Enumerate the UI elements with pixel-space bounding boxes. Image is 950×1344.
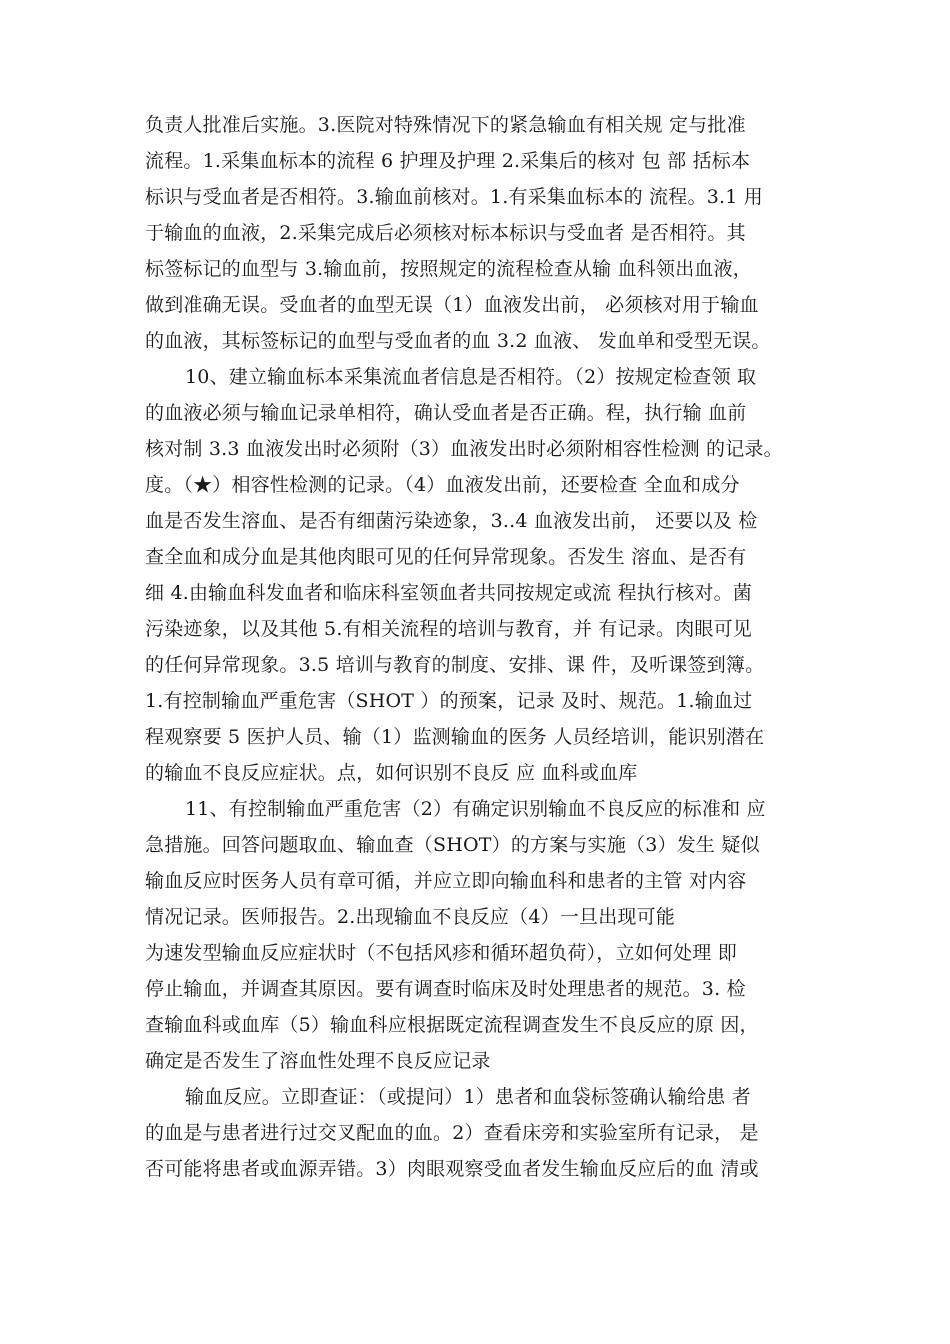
text-line: 否可能将患者或血源弄错。3）肉眼观察受血者发生输血反应后的血 清或 — [145, 1158, 759, 1180]
text-line: 输血反应时医务人员有章可循，并应立即向输血科和患者的主管 对内容 — [145, 870, 747, 892]
paragraph-first-line: 10、建立输血标本采集流血者信息是否相符。（2）按规定检查领 取 — [185, 366, 757, 388]
text-line: 的血是与患者进行过交叉配血的血。2）查看床旁和实验室所有记录， 是 — [145, 1122, 759, 1144]
text-line: 的血液，其标签标记的血型与受血者的血 3.2 血液、 发血单和受型无误。 — [145, 330, 771, 352]
text-line: 核对制 3.3 血液发出时必须附（3）血液发出时必须附相容性检测 的记录。 — [145, 438, 783, 460]
text-line: 血是否发生溶血、是否有细菌污染迹象，3..4 血液发出前， 还要以及 检 — [145, 510, 758, 532]
text-line: 流程。1.采集血标本的流程 6 护理及护理 2.采集后的核对 包 部 括标本 — [145, 150, 751, 172]
text-line: 程观察要 5 医护人员、输（1）监测输血的医务 人员经培训，能识别潜在 — [145, 726, 765, 748]
text-line: 标识与受血者是否相符。3.输血前核对。1.有采集血标本的 流程。3.1 用 — [145, 186, 763, 208]
text-line: 急措施。回答问题取血、输血查（SHOT）的方案与实施（3）发生 疑似 — [145, 834, 760, 856]
paragraph-first-line: 输血反应。立即查证：（或提问）1）患者和血袋标签确认输给患 者 — [185, 1086, 751, 1108]
text-line: 情况记录。医师报告。2.出现输血不良反应（4）一旦出现可能 — [145, 906, 676, 928]
text-line: 1.有控制输血严重危害（SHOT ）的预案，记录 及时、规范。1.输血过 — [145, 690, 753, 712]
text-line: 确定是否发生了溶血性处理不良反应记录 — [145, 1050, 491, 1072]
text-line: 度。（★）相容性检测的记录。（4）血液发出前，还要检查 全血和成分 — [145, 474, 740, 496]
text-line: 污染迹象，以及其他 5.有相关流程的培训与教育，并 有记录。肉眼可见 — [145, 618, 753, 640]
text-line: 做到准确无误。受血者的血型无误（1）血液发出前， 必须核对用于输血 — [145, 294, 759, 316]
text-line: 的输血不良反应症状。点，如何识别不良反 应 血科或血库 — [145, 762, 638, 784]
text-line: 查输血科或血库（5）输血科应根据既定流程调查发生不良反应的原 因， — [145, 1014, 759, 1036]
text-line: 细 4.由输血科发血者和临床科室领血者共同按规定或流 程执行核对。菌 — [145, 582, 753, 604]
text-line: 的任何异常现象。3.5 培训与教育的制度、安排、课 件，及听课签到簿。 — [145, 654, 765, 676]
text-line: 为速发型输血反应症状时（不包括风疹和循环超负荷），立如何处理 即 — [145, 942, 737, 964]
text-line: 于输血的血液，2.采集完成后必须核对标本标识与受血者 是否相符。其 — [145, 222, 746, 244]
text-line: 的血液必须与输血记录单相符，确认受血者是否正确。程，执行输 血前 — [145, 402, 747, 424]
document-body — [145, 107, 845, 1187]
text-line: 标签标记的血型与 3.输血前，按照规定的流程检查从输 血科领出血液， — [145, 258, 753, 280]
paragraph-first-line: 11、有控制输血严重危害（2）有确定识别输血不良反应的标准和 应 — [185, 798, 766, 820]
text-line: 负责人批准后实施。3.医院对特殊情况下的紧急输血有相关规 定与批准 — [145, 114, 746, 136]
text-line: 停止输血，并调查其原因。要有调查时临床及时处理患者的规范。3. 检 — [145, 978, 746, 1000]
text-line: 查全血和成分血是其他肉眼可见的任何异常现象。否发生 溶血、是否有 — [145, 546, 747, 568]
